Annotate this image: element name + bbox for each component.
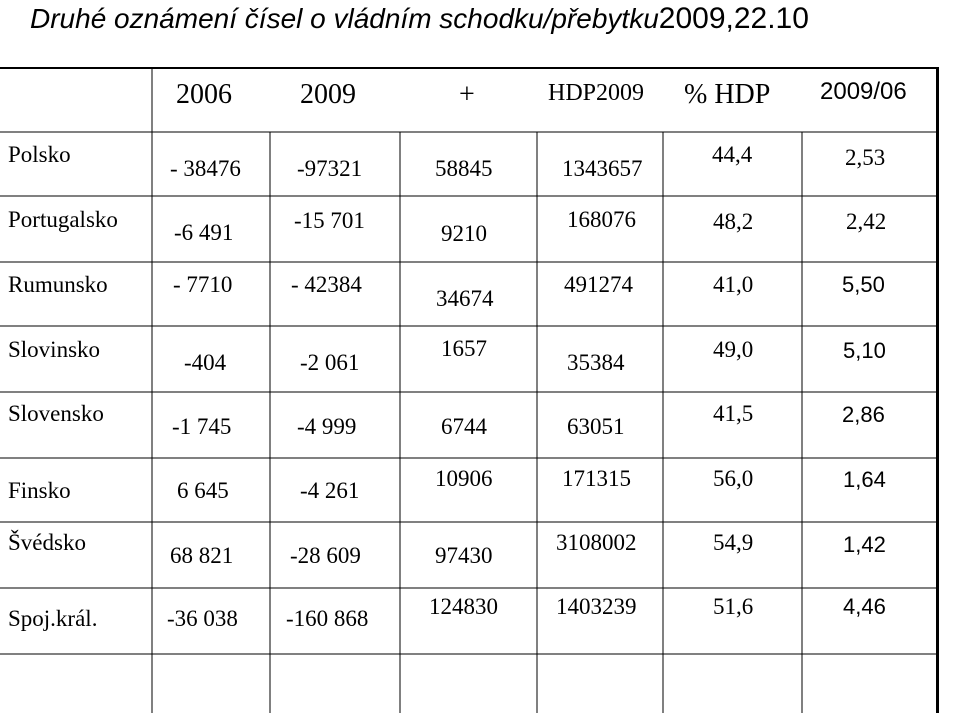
table-cell: 1343657 xyxy=(562,156,643,181)
table-cell: 3108002 xyxy=(556,530,637,555)
table-cell: -97321 xyxy=(297,156,363,181)
country-label: Slovensko xyxy=(8,401,104,426)
table-cell: 1657 xyxy=(441,336,487,361)
table-cell: 34674 xyxy=(436,286,494,311)
table-cell: 49,0 xyxy=(713,337,754,362)
table-cell: -4 261 xyxy=(300,478,360,503)
country-label: Rumunsko xyxy=(8,272,108,297)
table-cell: - 38476 xyxy=(170,156,241,181)
table-cell: 97430 xyxy=(435,543,493,568)
table-cell: 41,0 xyxy=(713,272,754,297)
table-cell: 54,9 xyxy=(713,530,754,555)
table-cell: - 42384 xyxy=(291,272,362,297)
header-cell: + xyxy=(459,79,475,110)
table-cell: 1403239 xyxy=(556,594,637,619)
table-cell: 10906 xyxy=(435,466,493,491)
country-label: Polsko xyxy=(8,142,71,167)
table-cell: -36 038 xyxy=(167,606,238,631)
table-cell: -15 701 xyxy=(294,208,365,233)
table-cell: -160 868 xyxy=(286,606,369,631)
table-cell: 5,50 xyxy=(842,272,885,297)
table-cell: 6 645 xyxy=(177,478,229,503)
table-cell: 6744 xyxy=(441,414,487,439)
table-cell: 56,0 xyxy=(713,466,754,491)
header-cell: 2009 xyxy=(300,79,356,110)
table-cell: -404 xyxy=(184,350,227,375)
table-cell: 2,86 xyxy=(842,402,885,427)
table-cell: 1,64 xyxy=(843,467,886,492)
country-label: Spoj.král. xyxy=(8,606,98,631)
table-cell: 58845 xyxy=(435,156,493,181)
table-cell: - 7710 xyxy=(173,272,233,297)
table-cell: -28 609 xyxy=(290,543,361,568)
table-cell: -4 999 xyxy=(297,414,357,439)
country-label: Slovinsko xyxy=(8,337,101,362)
country-label: Portugalsko xyxy=(8,207,118,232)
title-date: 2009,22.10 xyxy=(658,2,809,35)
country-label: Finsko xyxy=(8,478,71,503)
country-label: Švédsko xyxy=(8,530,86,555)
title-text: Druhé oznámení čísel o vládním schodku/přebytku xyxy=(30,3,659,34)
header-cell: 2006 xyxy=(176,79,232,110)
table-cell: 1,42 xyxy=(843,532,886,557)
table-cell: 44,4 xyxy=(712,142,753,167)
table-cell: 41,5 xyxy=(713,401,754,426)
table-cell: 124830 xyxy=(429,594,498,619)
table-cell: 48,2 xyxy=(713,209,754,234)
table-cell: 63051 xyxy=(567,414,625,439)
header-cell: % HDP xyxy=(684,79,771,110)
table-cell: 491274 xyxy=(564,272,633,297)
table-cell: 2,53 xyxy=(845,145,886,170)
table-cell: 5,10 xyxy=(843,338,886,363)
table-cell: 2,42 xyxy=(846,209,887,234)
page-title xyxy=(30,2,809,36)
table-cell: 35384 xyxy=(567,350,625,375)
table-cell: -2 061 xyxy=(300,350,360,375)
table-cell: 9210 xyxy=(441,221,487,246)
table-cell: -6 491 xyxy=(174,220,234,245)
header-cell: 2009/06 xyxy=(820,78,907,105)
table-cell: -1 745 xyxy=(172,414,232,439)
table-cell: 4,46 xyxy=(843,594,886,619)
header-cell: HDP2009 xyxy=(548,80,645,106)
table-cell: 51,6 xyxy=(713,594,754,619)
table-cell: 68 821 xyxy=(170,543,234,568)
table-cell: 168076 xyxy=(567,207,636,232)
table-cell: 171315 xyxy=(562,466,631,491)
